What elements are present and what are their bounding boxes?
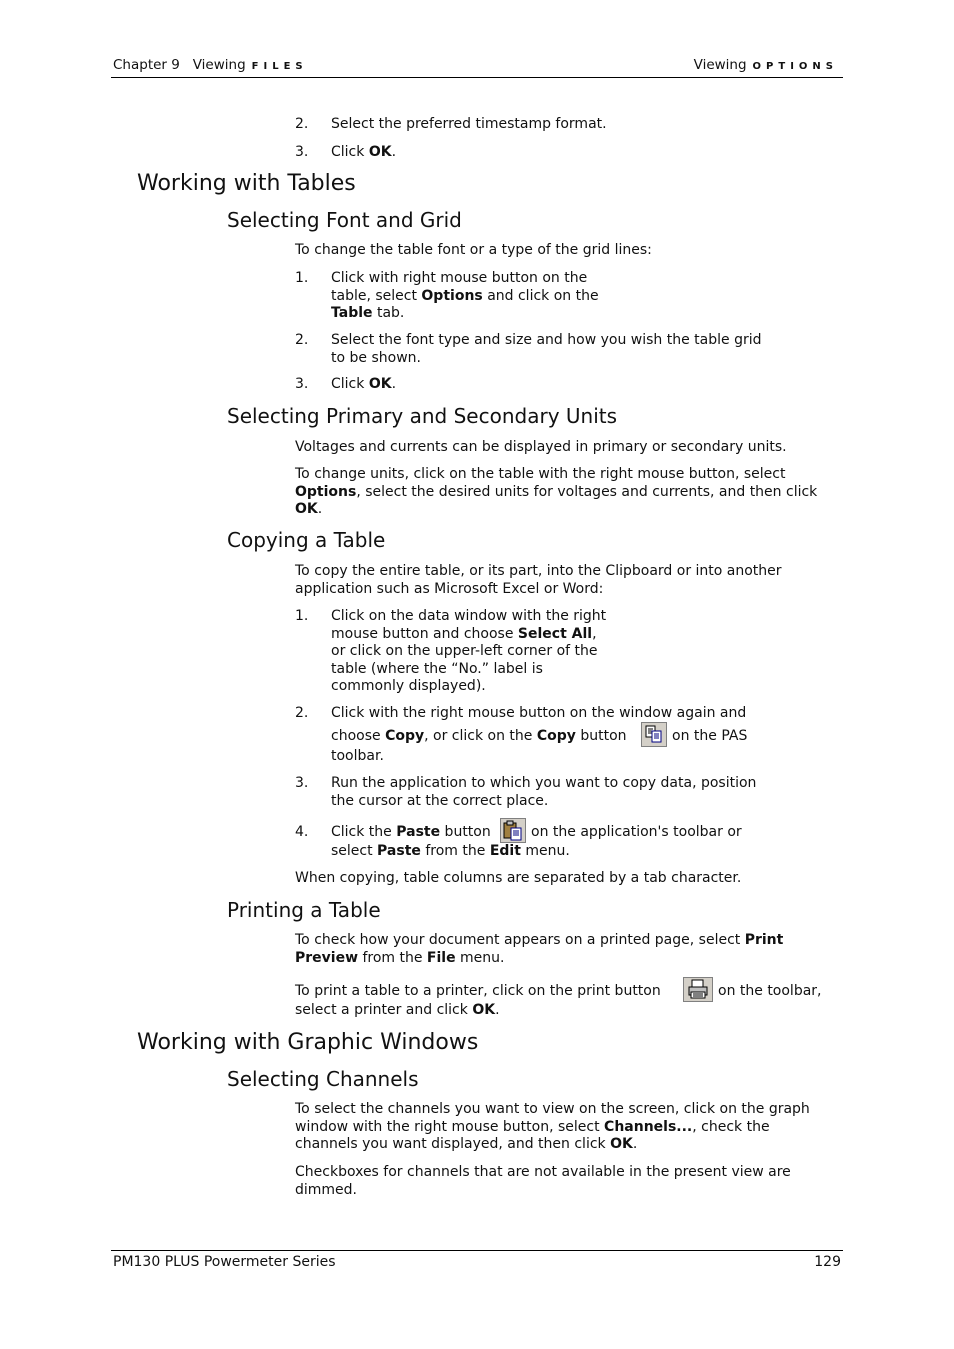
paragraph: To check how your document appears on a printed page, select Print Preview from the File menu. [295,932,784,966]
paragraph: Checkboxes for channels that are not available in the present view are dimmed. [295,1164,791,1198]
paste-icon [500,818,526,843]
header-rule [111,77,843,78]
step-number: 2. [295,705,309,721]
step-text: Click OK. [331,144,397,160]
step-number: 3. [295,376,309,392]
heading-copy-table: Copying a Table [227,528,386,552]
print-icon [683,977,713,1002]
step-text: Click OK. [331,376,397,392]
heading-units: Selecting Primary and Secondary Units [227,404,618,428]
paragraph: To change the table font or a type of the grid lines: [295,242,652,258]
paragraph: When copying, table columns are separated by a tab character. [295,870,742,886]
step-number: 2. [295,332,309,348]
paragraph: Voltages and currents can be displayed in primary or secondary units. [295,439,787,455]
heading-graphic-windows: Working with Graphic Windows [137,1030,479,1055]
step-number: 2. [295,116,309,132]
step-number: 1. [295,270,309,286]
heading-working-with-tables: Working with Tables [137,171,356,196]
chapter-title-caps: FILES [251,61,308,72]
page-number: 129 [814,1254,841,1270]
paragraph: To copy the entire table, or its part, into the Clipboard or into another application such as Microsoft Excel or Word: [295,563,782,597]
step-text: choose Copy, or click on the Copy button [331,728,627,744]
running-header-left [113,56,308,76]
step-text: Click on the data window with the right mouse button and choose Select All, or click on the upper-left corner of the table (where the “No.” label is commonly displayed). [331,608,607,694]
step-text: Click the Paste button [331,824,491,840]
step-text: select Paste from the Edit menu. [331,843,570,859]
footer-rule [111,1250,843,1251]
heading-channels: Selecting Channels [227,1067,419,1091]
step-number: 3. [295,144,309,160]
heading-print-table: Printing a Table [227,898,381,922]
paragraph: To print a table to a printer, click on the print button [295,983,661,999]
step-text: toolbar. [331,748,384,764]
step-number: 3. [295,775,309,791]
step-text: Click with the right mouse button on the window again and [331,705,747,721]
section-title-caps: OPTIONS [752,61,838,72]
step-text: on the application's toolbar or [531,824,742,840]
running-header-right [694,56,838,76]
step-number: 4. [295,824,309,840]
step-text: on the PAS [672,728,748,744]
step-number: 1. [295,608,309,624]
paragraph: select a printer and click OK. [295,1002,500,1018]
step-text: Click with right mouse button on the table, select Options and click on the Table tab. [331,270,599,321]
step-text: Run the application to which you want to copy data, position the cursor at the correct place. [331,775,757,809]
step-text: Select the font type and size and how you wish the table grid to be shown. [331,332,762,366]
paragraph: To select the channels you want to view on the screen, click on the graph window with the right mouse button, select Channels..., check the channels you want displayed, and then click OK. [295,1101,810,1152]
heading-font-grid: Selecting Font and Grid [227,208,462,232]
paragraph: To change units, click on the table with the right mouse button, select Options, select the desired units for voltages and currents, and then click OK. [295,466,818,517]
step-text: Select the preferred timestamp format. [331,116,607,132]
chapter-title: Viewing [192,57,246,73]
section-title: Viewing [693,57,747,73]
paragraph: on the toolbar, [718,983,822,999]
copy-icon [641,722,667,747]
footer-title: PM130 PLUS Powermeter Series [113,1254,336,1270]
chapter-label: Chapter 9 [113,57,180,73]
